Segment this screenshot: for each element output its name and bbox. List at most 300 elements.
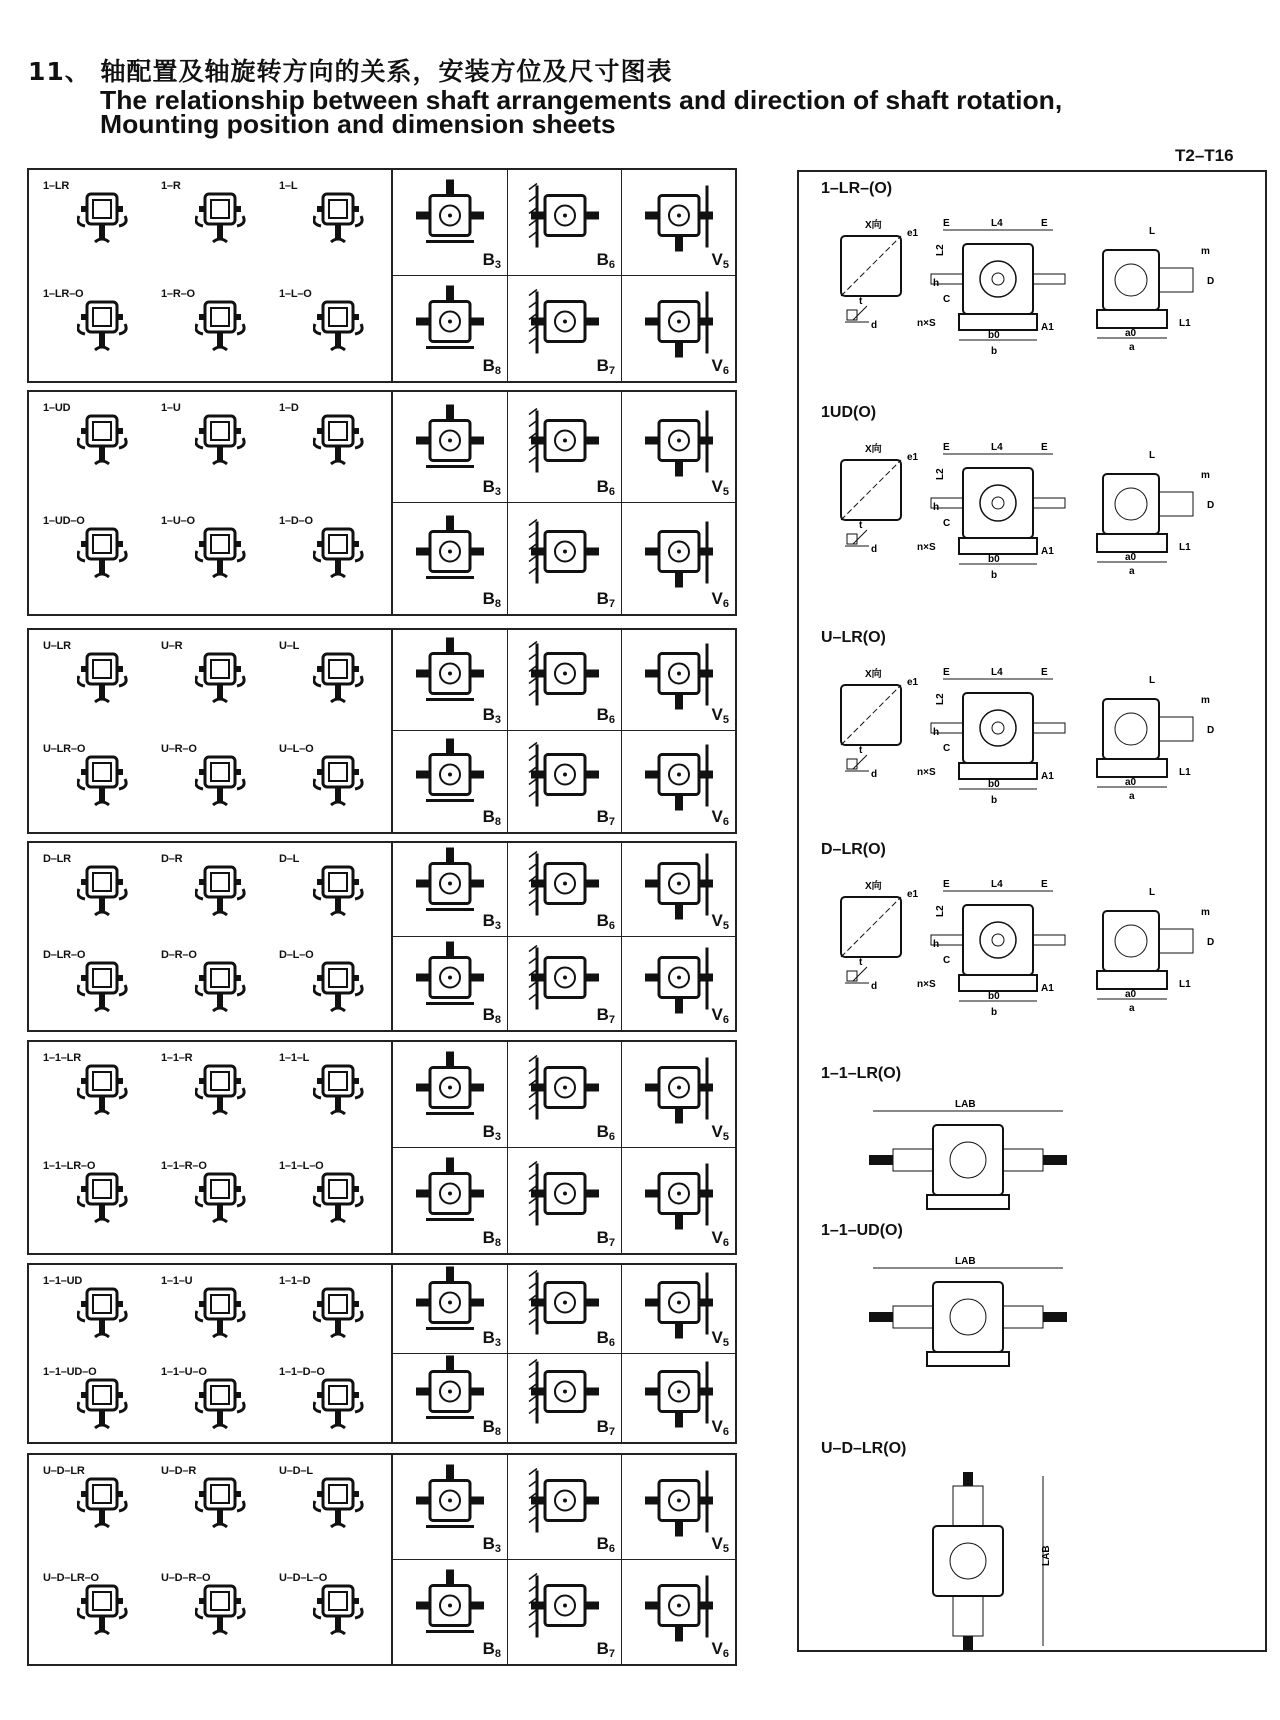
mounting-position-cell (393, 1354, 507, 1443)
shaft-config-label: 1–1–L (279, 1052, 310, 1064)
svg-text:L2: L2 (935, 693, 946, 705)
shaft-config (279, 180, 399, 260)
mounting-position-label: $B_8$ (482, 1228, 501, 1249)
gearbox-mounting-icon (402, 735, 498, 815)
svg-text:L4: L4 (991, 442, 1003, 453)
svg-text:LAB: LAB (955, 1099, 976, 1110)
shaft-config (43, 743, 163, 823)
config-pictograms (29, 1455, 393, 1664)
mounting-position-cell (393, 170, 507, 276)
mounting-position-cell (393, 1265, 507, 1354)
shaft-config (279, 288, 399, 368)
gearbox-config-icon (195, 521, 247, 583)
shaft-config (43, 1275, 163, 1355)
mounting-position-cell (507, 1265, 621, 1354)
mounting-position-label: $B_6$ (596, 477, 615, 498)
shaft-config (43, 949, 163, 1029)
gearbox-mounting-icon (517, 1565, 613, 1645)
svg-text:LAB: LAB (955, 1256, 976, 1267)
shaft-config-label: 1–L (279, 180, 298, 192)
mounting-position-label: $B_8$ (482, 807, 501, 828)
shaft-config-label: U–L–O (279, 743, 314, 755)
dimension-drawing (813, 655, 1253, 830)
svg-text:a0: a0 (1125, 989, 1137, 1000)
config-pictograms (29, 1042, 393, 1253)
shaft-config-label: 1–1–UD (43, 1275, 83, 1287)
svg-text:C: C (943, 955, 951, 966)
mounting-position-label: $B_7$ (596, 807, 615, 828)
gearbox-config-icon (195, 1578, 247, 1640)
gearbox-mounting-icon (402, 1048, 498, 1128)
mounting-position-cell (507, 392, 621, 503)
technical-drawing (813, 1466, 1253, 1656)
mounting-position-label: $B_8$ (482, 1417, 501, 1438)
svg-text:X向: X向 (865, 444, 882, 455)
shaft-config-label: 1–L–O (279, 287, 312, 300)
shaft-config (43, 1465, 163, 1545)
mounting-position-cell (393, 1455, 507, 1560)
mounting-position-label: $V_5$ (711, 249, 729, 271)
shaft-config-label: 1–1–U (161, 1275, 193, 1287)
svg-text:L: L (1149, 226, 1156, 237)
dimension-drawing (813, 1466, 1253, 1661)
technical-drawing (813, 206, 1253, 376)
svg-text:t: t (859, 957, 863, 968)
gearbox-config-icon (77, 408, 129, 470)
shaft-config (279, 402, 399, 482)
svg-text:b0: b0 (988, 779, 1000, 790)
svg-text:e1: e1 (907, 677, 919, 688)
shaft-config-label: D–L (279, 853, 300, 865)
mounting-position-label: $B_6$ (596, 1327, 615, 1349)
technical-drawing (813, 1091, 1253, 1216)
technical-drawing (813, 1248, 1253, 1373)
config-pictograms (29, 1265, 393, 1442)
mounting-position-cell (621, 937, 735, 1031)
config-group-7 (27, 1453, 737, 1666)
mounting-position-cell (621, 1560, 735, 1665)
mounting-position-label: $B_7$ (596, 1417, 615, 1438)
svg-text:L: L (1149, 450, 1156, 461)
mounting-position-label: $V_6$ (711, 589, 729, 610)
svg-text:a0: a0 (1125, 777, 1137, 788)
dimension-sheet-panel (797, 170, 1267, 1652)
shaft-config (161, 743, 281, 823)
dimension-drawing (813, 430, 1253, 605)
svg-text:D: D (1207, 276, 1215, 287)
dimension-section-title: D–LR(O) (821, 841, 886, 858)
svg-text:d: d (871, 320, 878, 331)
svg-text:d: d (871, 981, 878, 992)
dimension-drawing (813, 206, 1253, 381)
shaft-config (279, 1275, 399, 1355)
shaft-config-label: 1–1–R (161, 1052, 193, 1064)
page-header (28, 52, 1063, 139)
mounting-position-label: $B_3$ (482, 249, 501, 271)
svg-text:L2: L2 (935, 468, 946, 480)
shaft-config (161, 949, 281, 1029)
shaft-config (279, 743, 399, 823)
mounting-position-cell (393, 937, 507, 1031)
shaft-config (43, 1572, 163, 1652)
svg-text:n×S: n×S (917, 318, 936, 329)
shaft-config-label: U–D–LR–O (43, 1571, 99, 1584)
gearbox-config-icon (77, 749, 129, 811)
mounting-position-cell (621, 170, 735, 276)
shaft-config (161, 1572, 281, 1652)
gearbox-mounting-icon (402, 1460, 498, 1540)
svg-text:n×S: n×S (917, 542, 936, 553)
gearbox-mounting-icon (631, 1154, 727, 1234)
gearbox-config-icon (77, 1372, 129, 1434)
dimension-section-title: 1–1–LR(O) (821, 1065, 902, 1082)
shaft-config-label: 1–R–O (161, 287, 195, 300)
svg-text:L: L (1149, 675, 1156, 686)
shaft-config (279, 1366, 399, 1446)
gearbox-config-icon (195, 1166, 247, 1228)
mounting-position-cell (507, 843, 621, 937)
shaft-config-label: 1–R (161, 180, 181, 192)
shaft-config (161, 853, 281, 933)
mounting-position-grid (393, 1042, 735, 1253)
gearbox-mounting-icon (517, 634, 613, 714)
svg-text:n×S: n×S (917, 979, 936, 990)
mounting-position-cell (507, 731, 621, 832)
svg-text:A1: A1 (1041, 983, 1054, 994)
gearbox-mounting-icon (631, 1565, 727, 1645)
shaft-config (279, 640, 399, 720)
mounting-position-grid (393, 170, 735, 381)
mounting-position-label: $V_5$ (711, 1121, 729, 1143)
shaft-config (279, 1160, 399, 1240)
config-group-6 (27, 1263, 737, 1444)
gearbox-config-icon (313, 294, 365, 356)
shaft-config-label: U–D–L (279, 1465, 313, 1477)
mounting-position-label: $B_6$ (596, 249, 615, 271)
svg-text:h: h (933, 502, 940, 513)
svg-text:d: d (871, 769, 878, 780)
mounting-position-label: $B_7$ (596, 356, 615, 377)
shaft-config (43, 180, 163, 260)
svg-text:b0: b0 (988, 554, 1000, 565)
gearbox-mounting-icon (517, 735, 613, 815)
mounting-position-grid (393, 1265, 735, 1442)
svg-text:L1: L1 (1179, 542, 1191, 553)
svg-text:L4: L4 (991, 667, 1003, 678)
mounting-position-cell (393, 1042, 507, 1148)
title-chinese: 11、 轴配置及轴旋转方向的关系，安装方位及尺寸图表 (28, 57, 673, 86)
gearbox-mounting-icon (402, 176, 498, 256)
technical-drawing (813, 655, 1253, 825)
svg-text:X向: X向 (865, 881, 882, 892)
shaft-config (43, 288, 163, 368)
mounting-position-cell (393, 392, 507, 503)
shaft-config (279, 853, 399, 933)
mounting-position-grid (393, 392, 735, 614)
dimension-drawing (813, 867, 1253, 1042)
title-english-line1: The relationship between shaft arrangements and direction of shaft rotation, (100, 85, 1063, 115)
gearbox-mounting-icon (402, 1565, 498, 1645)
mounting-position-label: $V_5$ (711, 705, 729, 726)
gearbox-config-icon (313, 646, 365, 708)
shaft-config (161, 288, 281, 368)
svg-text:b: b (991, 570, 998, 581)
svg-text:L4: L4 (991, 879, 1003, 890)
shaft-config (161, 1366, 281, 1446)
technical-drawing (813, 867, 1253, 1037)
svg-text:E: E (1041, 218, 1048, 229)
svg-text:m: m (1201, 907, 1210, 918)
gearbox-config-icon (313, 521, 365, 583)
mounting-position-cell (621, 392, 735, 503)
svg-text:b: b (991, 346, 998, 357)
svg-text:h: h (933, 727, 940, 738)
shaft-config-label: 1–1–LR (43, 1052, 81, 1064)
mounting-position-grid (393, 1455, 735, 1664)
svg-text:E: E (1041, 879, 1048, 890)
dimension-section-title: U–LR(O) (821, 629, 886, 646)
mounting-position-cell (621, 503, 735, 614)
gearbox-mounting-icon (517, 1154, 613, 1234)
shaft-config-label: U–LR (43, 640, 71, 652)
mounting-position-label: $V_5$ (711, 1327, 729, 1349)
svg-text:a: a (1129, 342, 1135, 353)
config-group-2 (27, 390, 737, 616)
shaft-config-label: D–LR–O (43, 948, 86, 961)
shaft-config-label: 1–D (279, 402, 299, 414)
shaft-config-label: D–LR (43, 853, 71, 865)
shaft-config (43, 853, 163, 933)
gearbox-config-icon (77, 955, 129, 1017)
gearbox-config-icon (77, 294, 129, 356)
gearbox-config-icon (195, 408, 247, 470)
shaft-config-label: 1–1–R–O (161, 1159, 207, 1172)
gearbox-config-icon (195, 294, 247, 356)
mounting-position-label: $B_3$ (482, 1121, 501, 1143)
gearbox-mounting-icon (631, 176, 727, 256)
shaft-config (43, 402, 163, 482)
mounting-position-cell (393, 276, 507, 382)
svg-text:b0: b0 (988, 330, 1000, 341)
dimension-section-title: U–D–LR(O) (821, 1440, 907, 1457)
mounting-position-label: $V_6$ (711, 1005, 729, 1026)
svg-text:E: E (1041, 442, 1048, 453)
shaft-config-label: U–D–R–O (161, 1571, 211, 1584)
shaft-config-label: 1–1–L–O (279, 1159, 324, 1172)
shaft-config-label: D–R (161, 853, 183, 865)
svg-text:X向: X向 (865, 220, 882, 231)
config-group-1 (27, 168, 737, 383)
svg-text:a: a (1129, 791, 1135, 802)
svg-text:L1: L1 (1179, 318, 1191, 329)
gearbox-config-icon (313, 859, 365, 921)
svg-text:E: E (943, 442, 950, 453)
shaft-config (279, 1572, 399, 1652)
mounting-position-cell (621, 630, 735, 731)
gearbox-config-icon (195, 749, 247, 811)
shaft-config-label: U–L (279, 640, 300, 652)
shaft-config (43, 640, 163, 720)
mounting-position-cell (393, 731, 507, 832)
mounting-position-cell (621, 276, 735, 382)
shaft-config-label: 1–LR–O (43, 287, 84, 300)
svg-text:m: m (1201, 246, 1210, 257)
shaft-config (161, 640, 281, 720)
gearbox-mounting-icon (517, 512, 613, 592)
svg-text:m: m (1201, 695, 1210, 706)
mounting-position-label: $B_8$ (482, 1005, 501, 1026)
gearbox-mounting-icon (631, 400, 727, 480)
svg-text:t: t (859, 745, 863, 756)
config-group-4 (27, 841, 737, 1032)
config-pictograms (29, 843, 393, 1030)
svg-text:h: h (933, 278, 940, 289)
config-pictograms (29, 392, 393, 614)
title-english-line2: Mounting position and dimension sheets (100, 109, 616, 139)
gearbox-mounting-icon (402, 1154, 498, 1234)
shaft-config-label: 1–1–UD–O (43, 1365, 97, 1378)
svg-text:LAB: LAB (1041, 1545, 1052, 1566)
dimension-section-title: 1UD(O) (821, 404, 877, 421)
svg-text:A1: A1 (1041, 546, 1054, 557)
gearbox-config-icon (195, 859, 247, 921)
mounting-position-label: $B_7$ (596, 1639, 615, 1660)
mounting-position-grid (393, 630, 735, 832)
config-group-5 (27, 1040, 737, 1255)
mounting-position-label: $V_6$ (711, 1417, 729, 1438)
svg-text:d: d (871, 544, 878, 555)
svg-text:E: E (1041, 667, 1048, 678)
mounting-position-label: $B_3$ (482, 705, 501, 726)
dimension-drawing (813, 1091, 1253, 1221)
gearbox-config-icon (195, 186, 247, 248)
mounting-position-label: $B_6$ (596, 705, 615, 726)
mounting-position-label: $V_5$ (711, 477, 729, 498)
gearbox-config-icon (77, 1166, 129, 1228)
gearbox-mounting-icon (631, 735, 727, 815)
svg-text:b: b (991, 1007, 998, 1018)
mounting-position-cell (621, 731, 735, 832)
shaft-config (279, 515, 399, 595)
svg-text:e1: e1 (907, 452, 919, 463)
gearbox-mounting-icon (631, 282, 727, 362)
svg-text:L4: L4 (991, 218, 1003, 229)
svg-text:L2: L2 (935, 244, 946, 256)
shaft-config (161, 1465, 281, 1545)
shaft-config-label: U–R (161, 640, 183, 652)
shaft-config (279, 949, 399, 1029)
mounting-position-label: $B_8$ (482, 1639, 501, 1660)
gearbox-config-icon (195, 1058, 247, 1120)
shaft-config-label: U–LR–O (43, 743, 86, 755)
mounting-position-cell (507, 937, 621, 1031)
svg-text:A1: A1 (1041, 771, 1054, 782)
gearbox-config-icon (313, 955, 365, 1017)
mounting-position-cell (507, 1042, 621, 1148)
svg-text:a0: a0 (1125, 552, 1137, 563)
svg-text:t: t (859, 296, 863, 307)
shaft-config (161, 515, 281, 595)
svg-text:E: E (943, 879, 950, 890)
svg-text:D: D (1207, 725, 1215, 736)
mounting-position-label: $B_8$ (482, 356, 501, 377)
mounting-position-label: $B_7$ (596, 1005, 615, 1026)
shaft-config-label: 1–1–D (279, 1275, 311, 1287)
gearbox-config-icon (77, 646, 129, 708)
mounting-position-cell (507, 1455, 621, 1560)
gearbox-config-icon (77, 1578, 129, 1640)
gearbox-config-icon (77, 521, 129, 583)
shaft-config-label: 1–D–O (279, 515, 313, 527)
mounting-position-label: $B_7$ (596, 1228, 615, 1249)
svg-text:e1: e1 (907, 889, 919, 900)
svg-text:a: a (1129, 1003, 1135, 1014)
gearbox-config-icon (313, 1281, 365, 1343)
mounting-position-label: $V_5$ (711, 910, 729, 932)
mounting-position-label: $B_6$ (596, 910, 615, 932)
mounting-position-label: $B_3$ (482, 1327, 501, 1349)
svg-text:h: h (933, 939, 940, 950)
config-pictograms (29, 630, 393, 832)
gearbox-config-icon (313, 1058, 365, 1120)
mounting-position-cell (393, 843, 507, 937)
shaft-config-label: 1–1–D–O (279, 1365, 325, 1378)
gearbox-config-icon (77, 1471, 129, 1533)
shaft-config (161, 1052, 281, 1132)
dimension-section-title: 1–LR–(O) (821, 180, 893, 197)
svg-text:E: E (943, 218, 950, 229)
shaft-config-label: 1–UD (43, 402, 71, 414)
mounting-position-label: $B_3$ (482, 1533, 501, 1555)
svg-text:C: C (943, 294, 951, 305)
svg-text:m: m (1201, 470, 1210, 481)
gearbox-mounting-icon (631, 512, 727, 592)
mounting-position-cell (507, 630, 621, 731)
gearbox-config-icon (77, 859, 129, 921)
shaft-config (161, 1160, 281, 1240)
mounting-position-cell (621, 1265, 735, 1354)
svg-text:L1: L1 (1179, 767, 1191, 778)
gearbox-config-icon (77, 1281, 129, 1343)
svg-text:X向: X向 (865, 669, 882, 680)
svg-text:L2: L2 (935, 905, 946, 917)
gearbox-config-icon (195, 646, 247, 708)
mounting-position-cell (393, 1560, 507, 1665)
gearbox-config-icon (313, 186, 365, 248)
svg-text:C: C (943, 743, 951, 754)
mounting-position-label: $V_6$ (711, 356, 729, 377)
shaft-config-label: U–D–R (161, 1465, 197, 1477)
gearbox-config-icon (313, 1471, 365, 1533)
mounting-position-cell (507, 1354, 621, 1443)
gearbox-mounting-icon (631, 1460, 727, 1540)
shaft-config-label: 1–U (161, 402, 181, 414)
shaft-config (161, 1275, 281, 1355)
shaft-config-label: 1–LR (43, 180, 70, 192)
svg-text:e1: e1 (907, 228, 919, 239)
model-range-code: T2–T16 (1175, 146, 1234, 165)
mounting-position-cell (507, 1148, 621, 1254)
mounting-position-cell (507, 170, 621, 276)
svg-text:n×S: n×S (917, 767, 936, 778)
svg-text:L: L (1149, 887, 1156, 898)
shaft-config-label: D–L–O (279, 948, 314, 961)
svg-text:C: C (943, 518, 951, 529)
shaft-config (43, 1366, 163, 1446)
mounting-position-label: $B_7$ (596, 589, 615, 610)
mounting-position-grid (393, 843, 735, 1030)
gearbox-config-icon (77, 1058, 129, 1120)
